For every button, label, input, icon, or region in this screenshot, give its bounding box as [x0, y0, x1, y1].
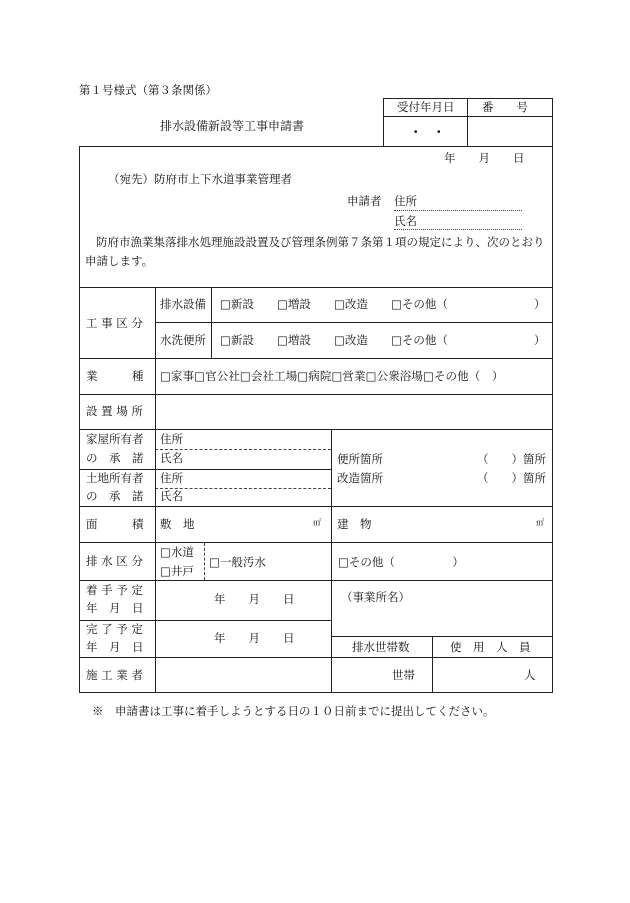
building-area-field[interactable]: [390, 508, 530, 541]
end-schedule-date-label: 年 月 日: [86, 640, 144, 654]
received-date-value: ・ ・: [410, 125, 445, 139]
received-date-field[interactable]: [384, 117, 467, 146]
end-date-field[interactable]: 年 月 日: [214, 631, 295, 645]
well-checkbox[interactable]: □井戸: [160, 564, 194, 578]
drainage-other-type-checkbox[interactable]: □その他（ ）: [338, 555, 464, 569]
body-text-1: 防府市漁業集落排水処理施設設置及び管理条例第７条第１項の規定により、次のとおり: [96, 235, 545, 249]
households-field[interactable]: [332, 658, 390, 692]
drainage-remodel-checkbox[interactable]: □改造: [334, 297, 368, 311]
house-owner-name-label: 氏名: [160, 451, 183, 465]
drainage-other-field[interactable]: [464, 296, 532, 314]
house-owner-address-label: 住所: [160, 432, 183, 446]
area-label: 面 積: [86, 517, 144, 531]
addressee: （宛先）防府市上下水道事業管理者: [108, 172, 292, 186]
form-title: 排水設備新設等工事申請書: [160, 119, 305, 133]
persons-unit: 人: [524, 668, 536, 682]
households-unit: 世帯: [392, 668, 415, 682]
number-label: 番 号: [482, 100, 528, 114]
site-area-unit: ㎡: [313, 518, 321, 527]
location-label: 設 置 場 所: [86, 404, 143, 418]
toilet-remodel-checkbox[interactable]: □改造: [334, 333, 368, 347]
applicant-name-field[interactable]: [422, 212, 522, 229]
contractor-label: 施 工 業 者: [86, 668, 143, 682]
water-supply-checkbox[interactable]: □水道: [160, 545, 194, 559]
land-owner-address-field[interactable]: [188, 470, 330, 488]
received-date-label: 受付年月日: [397, 100, 455, 114]
office-name-field[interactable]: [332, 608, 552, 635]
house-owner-name-field[interactable]: [188, 450, 330, 469]
footnote: ※ 申請書は工事に着手しようとする日の１０日前までに提出してください。: [92, 704, 495, 718]
house-owner-address-field[interactable]: [188, 430, 330, 449]
location-field[interactable]: [156, 395, 552, 429]
toilet-count-field[interactable]: （ ）箇所: [477, 452, 546, 466]
drainage-new-checkbox[interactable]: □新設: [220, 297, 254, 311]
applicant-name-label: 氏名: [394, 214, 417, 228]
date-line: 年 月 日: [444, 151, 525, 165]
toilet-other-close: ）: [534, 333, 546, 347]
drainage-expand-checkbox[interactable]: □増設: [277, 297, 311, 311]
toilet-expand-checkbox[interactable]: □増設: [277, 333, 311, 347]
land-owner-consent-label: の 承 諾: [86, 489, 144, 503]
form-number: 第１号様式（第３条関係）: [79, 83, 217, 97]
start-date-field[interactable]: 年 月 日: [214, 592, 295, 606]
drainage-type-label: 排 水 区 分: [86, 554, 143, 568]
applicant-address-field[interactable]: [422, 193, 522, 210]
drainage-other-checkbox[interactable]: □その他（: [391, 297, 448, 311]
start-schedule-date-label: 年 月 日: [86, 601, 144, 615]
general-sewage-checkbox[interactable]: □一般汚水: [209, 555, 266, 569]
persons-field[interactable]: [433, 658, 521, 692]
end-schedule-label: 完 了 予 定: [86, 622, 143, 636]
building-area-label: 建 物: [337, 517, 372, 531]
site-area-label: 敷 地: [160, 517, 195, 531]
applicant-label: 申請者: [347, 194, 382, 208]
households-label: 排水世帯数: [352, 640, 410, 654]
number-field[interactable]: [468, 117, 552, 146]
application-date-field[interactable]: [430, 149, 545, 167]
office-name-label: （事業所名）: [341, 590, 410, 604]
body-text-2: 申請します。: [85, 254, 154, 268]
start-schedule-label: 着 手 予 定: [86, 583, 143, 597]
users-label: 使 用 人 員: [450, 640, 531, 654]
toilet-other-checkbox[interactable]: □その他（: [391, 333, 448, 347]
modified-count-field[interactable]: （ ）箇所: [477, 471, 546, 485]
house-owner-consent-label: の 承 諾: [86, 451, 144, 465]
building-area-unit: ㎡: [536, 518, 544, 527]
land-owner-label: 土地所有者: [86, 471, 144, 485]
toilet-count-label: 便所箇所: [337, 452, 383, 466]
land-owner-name-label: 氏名: [160, 489, 183, 503]
flush-toilet-label: 水洗便所: [160, 333, 206, 347]
drainage-other-close: ）: [534, 297, 546, 311]
land-owner-name-field[interactable]: [188, 489, 330, 506]
modified-count-label: 改造箇所: [337, 471, 383, 485]
contractor-field[interactable]: [156, 658, 330, 692]
industry-label: 業 種: [86, 369, 144, 383]
site-area-field[interactable]: [210, 508, 310, 541]
toilet-other-field[interactable]: [464, 332, 532, 350]
work-type-label: 工 事 区 分: [86, 316, 143, 330]
drainage-equipment-label: 排水設備: [160, 297, 206, 311]
applicant-address-label: 住所: [394, 194, 417, 208]
industry-options[interactable]: □家事□官公社□会社工場□病院□営業□公衆浴場□その他（ ）: [160, 369, 504, 383]
toilet-new-checkbox[interactable]: □新設: [220, 333, 254, 347]
land-owner-address-label: 住所: [160, 471, 183, 485]
house-owner-label: 家屋所有者: [86, 432, 144, 446]
